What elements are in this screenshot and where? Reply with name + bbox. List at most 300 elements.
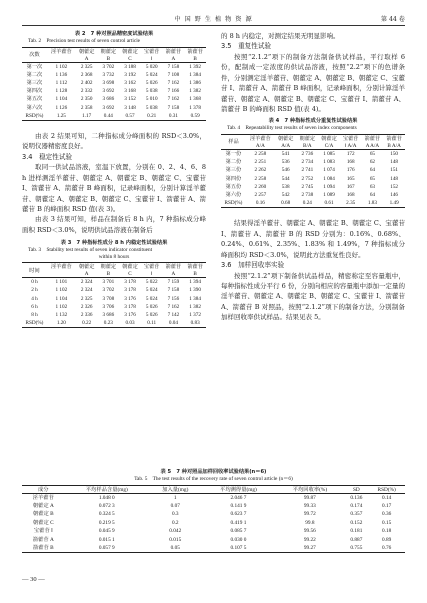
table3-title-en: Tab. 3 Stability test results of seven indicator constituent bbox=[28, 247, 153, 254]
table-cell: 第五次 bbox=[26, 96, 43, 103]
table4-title-en: Tab. 4 Repeatability test results of seven index components bbox=[227, 125, 357, 132]
column-header: 时间 bbox=[22, 263, 47, 278]
table-cell: 6 h bbox=[31, 303, 38, 310]
column-header: 箭藿苷 bbox=[383, 134, 405, 142]
column-header: SD bbox=[344, 485, 368, 493]
table-cell: 朝藿定 A bbox=[32, 502, 54, 509]
table-cell: 1 089 bbox=[323, 191, 335, 198]
table-cell: 0.76 bbox=[368, 544, 405, 553]
table-cell: 2.35 bbox=[340, 199, 362, 208]
table-cell: 2 734 bbox=[301, 159, 314, 166]
table-cell: 2 257 bbox=[254, 191, 267, 198]
table-cell: 3 178 bbox=[124, 303, 136, 310]
table-row bbox=[22, 519, 405, 527]
table-row bbox=[22, 510, 405, 518]
table3-title-en-2: within 8 hours bbox=[98, 253, 130, 260]
table-cell: 1 368 bbox=[189, 96, 201, 103]
table-row bbox=[22, 62, 206, 71]
table-cell: 1 382 bbox=[189, 303, 201, 310]
table-row bbox=[221, 199, 405, 208]
table-cell: 3 188 bbox=[124, 63, 136, 70]
column-header: 朝藿定 bbox=[119, 47, 141, 55]
right-column bbox=[221, 31, 405, 323]
table-cell: 3 168 bbox=[124, 88, 136, 95]
table-row bbox=[221, 183, 405, 191]
table-cell: 2 752 bbox=[301, 175, 314, 182]
table-row bbox=[22, 319, 206, 328]
table-cell: 7 156 bbox=[167, 295, 180, 302]
table-cell: 3 702 bbox=[102, 287, 115, 294]
table-cell: 1.17 bbox=[76, 112, 98, 121]
column-header-sub: A bbox=[163, 270, 185, 278]
column-header-sub: Ⅰ A/A bbox=[340, 142, 362, 150]
table-cell: 7 159 bbox=[167, 279, 180, 286]
table-row bbox=[221, 158, 405, 166]
table-row bbox=[22, 286, 206, 294]
table-cell: RSD(%) bbox=[22, 319, 47, 328]
table-cell: 第二次 bbox=[26, 71, 43, 78]
table2-title-en: Tab. 2 Precision test results of seven control article bbox=[28, 38, 141, 44]
table3-title-cn: 表 3 7 种指标性成分 8 h 内稳定性试验结果 bbox=[60, 240, 168, 247]
table-cell: 0.03 bbox=[119, 319, 141, 328]
table-cell: 542 bbox=[281, 191, 290, 198]
table-cell: 5 020 bbox=[145, 63, 158, 70]
table-cell: 1 bbox=[173, 494, 177, 501]
table-cell: 0.057 9 bbox=[65, 544, 149, 553]
table-cell: 7 158 bbox=[167, 63, 180, 70]
table-row bbox=[221, 175, 405, 183]
table-cell: 99.72 bbox=[303, 511, 316, 518]
table-cell: 0.107 5 bbox=[202, 544, 276, 553]
table-cell: 146 bbox=[390, 191, 399, 198]
table-cell: 0.419 1 bbox=[230, 519, 247, 526]
table2-title-cn: 表 2 7 种对照品精密度试验结果 bbox=[74, 31, 154, 37]
table-cell: 538 bbox=[281, 183, 290, 190]
paragraph: 的 8 h 内稳定，对测定结果无明显影响。 bbox=[221, 32, 340, 40]
table-cell: 63 bbox=[369, 183, 375, 190]
table-cell: 2 368 bbox=[80, 71, 93, 78]
table-cell: 5 026 bbox=[145, 303, 158, 310]
column-header-sub: Ⅰ bbox=[141, 270, 163, 278]
table-cell: 2 324 bbox=[80, 279, 93, 286]
column-header: 箭藿苷 bbox=[362, 134, 384, 142]
column-header-sub: B/A bbox=[297, 142, 319, 150]
table-cell: 0.2 bbox=[171, 519, 179, 526]
table-cell: 65 bbox=[369, 150, 375, 157]
column-header-sub: B bbox=[184, 55, 206, 63]
table-cell: 5 022 bbox=[145, 279, 158, 286]
table-cell: 1 136 bbox=[55, 71, 68, 78]
column-header: RSD(%) bbox=[368, 485, 405, 493]
column-header: 朝藿定 bbox=[98, 263, 120, 271]
table-cell: 0.89 bbox=[382, 536, 392, 543]
column-header: 宝藿苷 bbox=[340, 134, 362, 142]
table-cell: 淫羊藿苷 bbox=[32, 494, 54, 501]
column-header: 朝藿定 bbox=[318, 134, 340, 142]
column-header: 朝藿定 bbox=[275, 134, 297, 142]
table-row bbox=[22, 295, 206, 303]
table-cell: 1 132 bbox=[55, 311, 68, 318]
table-row bbox=[22, 79, 206, 87]
table-row bbox=[22, 112, 206, 121]
table-cell: 3 732 bbox=[102, 71, 115, 78]
table-cell: 168 bbox=[346, 191, 355, 198]
table-cell: 1 378 bbox=[189, 104, 201, 111]
column-header: 朝藿定 bbox=[297, 134, 319, 142]
table-cell: 3 692 bbox=[102, 88, 115, 95]
table-cell: 2 350 bbox=[80, 96, 93, 103]
column-header: 成分 bbox=[22, 485, 65, 493]
table-cell: 1 074 bbox=[323, 167, 335, 174]
table-cell: 3 192 bbox=[124, 71, 136, 78]
table-cell: 151 bbox=[390, 167, 399, 174]
column-header: 淫羊藿苷 bbox=[246, 134, 275, 142]
table-cell: 99.33 bbox=[303, 502, 316, 509]
paragraph: 按照“2.1.2”项下的制备方法制备供试样品，平行取样 6 份，配制成一定浓度的供试品溶液，按照“2.2”项下的色谱条件，分别测定淫羊藿苷、朝藿定 A、朝藿定 B、朝藿定 C、宝藿苷 Ⅰ、箭藿苷 A、箭藿苷 B 峰面积，记录峰面积，分别计算淫羊藿苷、朝藿定 A、朝藿定 B、朝藿定 C、宝藿苷 Ⅰ、箭藿苷 A、箭藿苷 B 的峰面积 RSD 值(表 4)。 bbox=[221, 53, 405, 114]
table5 bbox=[22, 485, 405, 554]
header-rule bbox=[22, 25, 405, 26]
table-row bbox=[22, 311, 206, 319]
table-cell: 3 686 bbox=[102, 96, 115, 103]
table-cell: 0.174 bbox=[350, 502, 363, 509]
table-cell: 1 102 bbox=[55, 287, 68, 294]
column-header: 平均回收率(%) bbox=[275, 485, 344, 493]
volume-number: 第 44 卷 bbox=[380, 16, 405, 23]
table-cell: 0.36 bbox=[382, 511, 392, 518]
table-cell: 2 258 bbox=[254, 150, 267, 157]
table-cell: 148 bbox=[390, 159, 399, 166]
table-cell: 0.181 bbox=[350, 528, 363, 535]
table-cell: 3 698 bbox=[102, 79, 115, 86]
section-heading-3-4: 3.4 稳定性试验 bbox=[22, 152, 73, 161]
table-cell: 2.046 7 bbox=[230, 494, 247, 501]
table4-title-cn: 表 4 7 种指标性成分重复性试验结果 bbox=[268, 118, 358, 125]
column-header: 淫羊藿苷 bbox=[47, 263, 76, 271]
table-cell: 64 bbox=[369, 167, 375, 174]
table-row bbox=[22, 87, 206, 95]
table-cell: 1.25 bbox=[47, 112, 76, 121]
column-header-sub bbox=[47, 55, 76, 63]
table-cell: 1 384 bbox=[189, 295, 201, 302]
table-cell: 4 h bbox=[31, 295, 38, 302]
column-header: 宝藿苷 bbox=[141, 47, 163, 55]
table-cell: 2 251 bbox=[254, 159, 267, 166]
column-header: 箭藿苷 bbox=[184, 263, 206, 271]
column-header: 箭藿苷 bbox=[163, 263, 185, 271]
table-cell: 0.042 bbox=[169, 528, 182, 535]
table-cell: 3 708 bbox=[102, 295, 115, 302]
table-cell: 1 128 bbox=[55, 88, 68, 95]
table-cell: 3 162 bbox=[124, 79, 136, 86]
table-cell: 1 094 bbox=[323, 183, 335, 190]
table-cell: 0.18 bbox=[382, 528, 392, 535]
table-cell: 0.152 bbox=[350, 519, 363, 526]
table-cell: 第三份 bbox=[225, 167, 242, 174]
table-cell: 1 101 bbox=[55, 279, 68, 286]
table-cell: 3 706 bbox=[102, 303, 115, 310]
table-cell: 0.59 bbox=[184, 112, 206, 121]
column-header-sub: Ⅰ bbox=[141, 55, 163, 63]
table-cell: 宝藿苷 Ⅰ bbox=[33, 528, 53, 535]
table-cell: 99.87 bbox=[303, 494, 316, 501]
table-cell: 8 h bbox=[31, 311, 38, 318]
column-header: 淫羊藿苷 bbox=[47, 47, 76, 55]
table-cell: 7 142 bbox=[167, 311, 180, 318]
column-header: 加入量(mg) bbox=[149, 485, 202, 493]
column-header: 平均样品含量(mg) bbox=[65, 485, 149, 493]
table-cell: 0.219 5 bbox=[98, 519, 115, 526]
table-cell: 7 162 bbox=[167, 303, 180, 310]
table-cell: 第一次 bbox=[26, 63, 43, 70]
table-cell: 0.57 bbox=[119, 112, 141, 121]
table-cell: 2 336 bbox=[80, 311, 93, 318]
column-header: 次数 bbox=[22, 47, 47, 62]
table-cell: 2 736 bbox=[301, 150, 314, 157]
table-cell: 第六次 bbox=[26, 104, 43, 111]
table-cell: 5 024 bbox=[145, 287, 158, 294]
table-cell: 3 701 bbox=[102, 279, 115, 286]
table-cell: 7 158 bbox=[167, 104, 180, 111]
table-cell: 0.04 bbox=[163, 319, 185, 328]
column-header-sub: B A/A bbox=[383, 142, 405, 150]
table-cell: 第四次 bbox=[26, 88, 43, 95]
table-cell: 1 392 bbox=[189, 63, 201, 70]
table-cell: 3 702 bbox=[102, 63, 115, 70]
paragraph: 按照“2.1.2”项下制备供试品样品，精密称定至容量瓶中，每种指标性成分平行 6 份，分别向相应的容量瓶中添加一定量的淫羊藿苷、朝藿定 A、朝藿定 B、朝藿定 C、宝藿苷 Ⅰ、箭藿苷 A、箭藿苷 B 对照品，按照“2.1.2”项下的制备方法，分别制备加样回收率供试样品。结果见表 5。 bbox=[221, 271, 405, 322]
column-header-sub: B bbox=[184, 270, 206, 278]
table-cell: 0.015 1 bbox=[98, 536, 115, 543]
table-cell: 2 741 bbox=[301, 167, 314, 174]
table-cell: 0.136 bbox=[350, 494, 363, 501]
paragraph: 取同一供试品溶液，室温下放置，分别在 0、2、4、6、8 h 进样测淫羊藿苷、朝藿定 A、朝藿定 B、朝藿定 C、宝藿苷 Ⅰ、箭藿苷 A、箭藿苷 B 峰面积，记录峰面积，分别计算淫羊藿苷、朝藿定 A、朝藿定 B、朝藿定 C、宝藿苷 Ⅰ、箭藿苷 A、箭藿苷 B 的峰面积 RSD 值(表 3)。 bbox=[22, 163, 206, 213]
table-cell: 3 692 bbox=[102, 104, 115, 111]
table-row bbox=[22, 95, 206, 103]
table-cell: 0.357 bbox=[350, 511, 363, 518]
table-cell: 朝藿定 C bbox=[32, 519, 54, 526]
column-header-sub: A A/A bbox=[362, 142, 384, 150]
table-cell: 0.23 bbox=[98, 319, 120, 328]
table-cell: 3 176 bbox=[124, 295, 136, 302]
table-cell: 箭藿苷 B bbox=[22, 544, 65, 553]
table-row bbox=[22, 104, 206, 112]
table-cell: 1 104 bbox=[55, 96, 68, 103]
table-cell: 2 h bbox=[31, 287, 38, 294]
column-header: 朝藿定 bbox=[76, 47, 98, 55]
table-cell: 1 112 bbox=[55, 79, 68, 86]
table-cell: 第二份 bbox=[225, 159, 242, 166]
table-cell: 0.15 bbox=[382, 519, 392, 526]
table-cell: 3 178 bbox=[124, 287, 136, 294]
table-cell: 0.31 bbox=[163, 112, 185, 121]
table-cell: 1 104 bbox=[55, 295, 68, 302]
column-header-sub: A bbox=[76, 270, 98, 278]
table-row bbox=[221, 149, 405, 158]
table-cell: 1.20 bbox=[47, 319, 76, 328]
table-row bbox=[22, 303, 206, 311]
table-cell: 546 bbox=[281, 167, 290, 174]
table-cell: 2 326 bbox=[80, 303, 93, 310]
table-cell: 3 148 bbox=[124, 104, 136, 111]
column-header-sub: C bbox=[119, 270, 141, 278]
paragraph: 由表 2 结果可知，二种指标成分峰面积的 RSD＜3.0%，说明仪器精密度良好。 bbox=[22, 131, 206, 151]
table-cell: 165 bbox=[346, 175, 355, 182]
table-cell: 3 152 bbox=[124, 96, 136, 103]
table-cell: 0.05 bbox=[149, 544, 202, 553]
table-cell: 5 010 bbox=[145, 96, 158, 103]
table-cell: 99.8 bbox=[305, 519, 315, 526]
table-cell: 1 102 bbox=[55, 303, 68, 310]
table-cell: 0.16 bbox=[246, 199, 275, 208]
table-cell: 2 258 bbox=[254, 175, 267, 182]
column-header-sub bbox=[47, 270, 76, 278]
column-header: 箭藿苷 bbox=[163, 47, 185, 55]
table-cell: 1 085 bbox=[323, 150, 335, 157]
left-column bbox=[22, 31, 206, 328]
table-cell: 第三次 bbox=[26, 79, 43, 86]
table-cell: 0.324 5 bbox=[98, 511, 115, 518]
table-cell: RSD(%) bbox=[221, 199, 246, 208]
table-cell: 5 038 bbox=[145, 88, 158, 95]
paragraph: 结果得淫羊藿苷、朝藿定 A、朝藿定 B、朝藿定 C、宝藿苷 Ⅰ、箭藿苷 A、箭藿苷 B 的 RSD 分别为：0.16%、0.68%、0.24%、0.61%、2.35%、1.83% 和 1.49%，7 种指标成分峰面积均 RSD＜3.0%，说明此方法重复性良好。 bbox=[221, 219, 405, 259]
column-header: 箭藿苷 bbox=[184, 47, 206, 55]
table-cell: 2 325 bbox=[80, 63, 93, 70]
table-cell: 1 372 bbox=[189, 311, 201, 318]
table-cell: RSD(%) bbox=[22, 112, 47, 121]
column-header-sub: A bbox=[76, 55, 98, 63]
table-cell: 152 bbox=[390, 183, 399, 190]
column-header: 平均测得量(mg) bbox=[202, 485, 276, 493]
column-header-sub: B bbox=[98, 270, 120, 278]
journal-title: 中 国 野 生 植 物 资 源 bbox=[174, 16, 253, 23]
column-header-sub: C bbox=[119, 55, 141, 63]
column-header: 宝藿苷 bbox=[141, 263, 163, 271]
table-cell: 2 324 bbox=[80, 287, 93, 294]
table-cell: 1 390 bbox=[189, 287, 201, 294]
column-header: 样品 bbox=[221, 134, 246, 149]
table-cell: 1 083 bbox=[323, 159, 335, 166]
table-cell: 第六份 bbox=[225, 191, 242, 198]
table-cell: 176 bbox=[346, 167, 355, 174]
table-cell: 0.11 bbox=[141, 319, 163, 328]
table-row bbox=[22, 493, 405, 502]
section-heading-3-6: 3.6 加样回收率实验 bbox=[221, 260, 285, 269]
table-cell: 0.085 7 bbox=[230, 528, 247, 535]
table-cell: 172 bbox=[346, 150, 355, 157]
table-cell: 62 bbox=[369, 159, 375, 166]
table-cell: 2 260 bbox=[254, 183, 267, 190]
column-header: 朝藿定 bbox=[119, 263, 141, 271]
table-cell: 0.07 bbox=[170, 502, 180, 509]
table-row bbox=[22, 536, 405, 544]
table-cell: 0.14 bbox=[382, 494, 392, 501]
table-cell: 148 bbox=[390, 175, 399, 182]
table3 bbox=[22, 262, 206, 328]
table-cell: 7 108 bbox=[167, 71, 180, 78]
table-cell: 7 162 bbox=[167, 96, 180, 103]
table-row bbox=[221, 191, 405, 199]
table-cell: 544 bbox=[281, 175, 290, 182]
table-cell: 99.56 bbox=[303, 528, 316, 535]
page-number: — 30 — bbox=[22, 576, 45, 583]
table-cell: 1 102 bbox=[55, 63, 68, 70]
table-cell: 0.755 bbox=[344, 544, 368, 553]
table-cell: 第四份 bbox=[225, 175, 242, 182]
table-cell: 0.015 bbox=[169, 536, 182, 543]
table-cell: 第一份 bbox=[225, 150, 242, 157]
table-cell: 1.048 0 bbox=[98, 494, 115, 501]
table-cell: 3 178 bbox=[124, 279, 136, 286]
table-cell: 0.141 9 bbox=[230, 502, 247, 509]
table-cell: 1.49 bbox=[383, 199, 405, 208]
table-cell: 99.27 bbox=[275, 544, 344, 553]
table-cell: 2 745 bbox=[301, 183, 314, 190]
table-cell: 1 084 bbox=[323, 175, 335, 182]
table-cell: 2 332 bbox=[80, 88, 93, 95]
table-cell: 0.030 0 bbox=[230, 536, 247, 543]
table5-block bbox=[22, 469, 405, 553]
table-cell: 2 738 bbox=[301, 191, 314, 198]
table-row bbox=[22, 71, 206, 79]
column-header-sub: A/A bbox=[246, 142, 275, 150]
table-row bbox=[22, 527, 405, 535]
table-cell: 2 262 bbox=[254, 167, 267, 174]
table-cell: 箭藿苷 A bbox=[32, 536, 54, 543]
column-header-sub: A/A bbox=[275, 142, 297, 150]
table-cell: 5 026 bbox=[145, 311, 158, 318]
table-cell: 0.17 bbox=[382, 502, 392, 509]
table4 bbox=[221, 134, 405, 208]
table-cell: 5 024 bbox=[145, 295, 158, 302]
table-cell: 5 026 bbox=[145, 79, 158, 86]
column-header-sub: A bbox=[163, 55, 185, 63]
table-cell: 1 386 bbox=[189, 79, 201, 86]
table-cell: 3 686 bbox=[102, 311, 115, 318]
table-cell: 541 bbox=[281, 150, 290, 157]
column-header-sub: C/A bbox=[318, 142, 340, 150]
table-cell: 2 358 bbox=[80, 104, 93, 111]
table-cell: 0.623 7 bbox=[230, 511, 247, 518]
table-cell: 536 bbox=[281, 159, 290, 166]
table-cell: 150 bbox=[390, 150, 399, 157]
table-cell: 0.045 9 bbox=[98, 528, 115, 535]
table-cell: 5 038 bbox=[145, 104, 158, 111]
paragraph: 由表 3 结果可知，样品在制备后 8 h 内，7 种指标成分峰面积 RSD＜3.0%，说明供试品溶液在制备后 bbox=[22, 215, 206, 234]
table-cell: 0.44 bbox=[98, 112, 120, 121]
table-cell: 0.24 bbox=[297, 199, 319, 208]
table-cell: 0.68 bbox=[275, 199, 297, 208]
column-header-sub: B bbox=[98, 55, 120, 63]
section-heading-3-5: 3.5 重复性试验 bbox=[221, 42, 272, 51]
column-header: 朝藿定 bbox=[98, 47, 120, 55]
table-cell: 0.22 bbox=[76, 319, 98, 328]
table-cell: 1 384 bbox=[189, 71, 201, 78]
table-cell: 2 402 bbox=[80, 79, 93, 86]
table-cell: 1 382 bbox=[189, 88, 201, 95]
table-cell: 0.61 bbox=[318, 199, 340, 208]
table-row bbox=[22, 544, 405, 553]
table-cell: 0.887 bbox=[350, 536, 363, 543]
table-row bbox=[22, 502, 405, 510]
table5-title-en: Tab. 5 The test results of the recovery rate of seven control article (n＝6) bbox=[134, 476, 293, 482]
table-cell: 朝藿定 B bbox=[32, 511, 54, 518]
table5-title-cn: 表 5 7 种对照品加样回收率试验结果(n＝6) bbox=[160, 469, 267, 475]
table-cell: 3 176 bbox=[124, 311, 136, 318]
table-cell: 0.83 bbox=[184, 319, 206, 328]
table-cell: 0.072 3 bbox=[98, 502, 115, 509]
table-cell: 0.3 bbox=[171, 511, 179, 518]
table-cell: 第五份 bbox=[225, 183, 242, 190]
table-cell: 99.22 bbox=[303, 536, 316, 543]
